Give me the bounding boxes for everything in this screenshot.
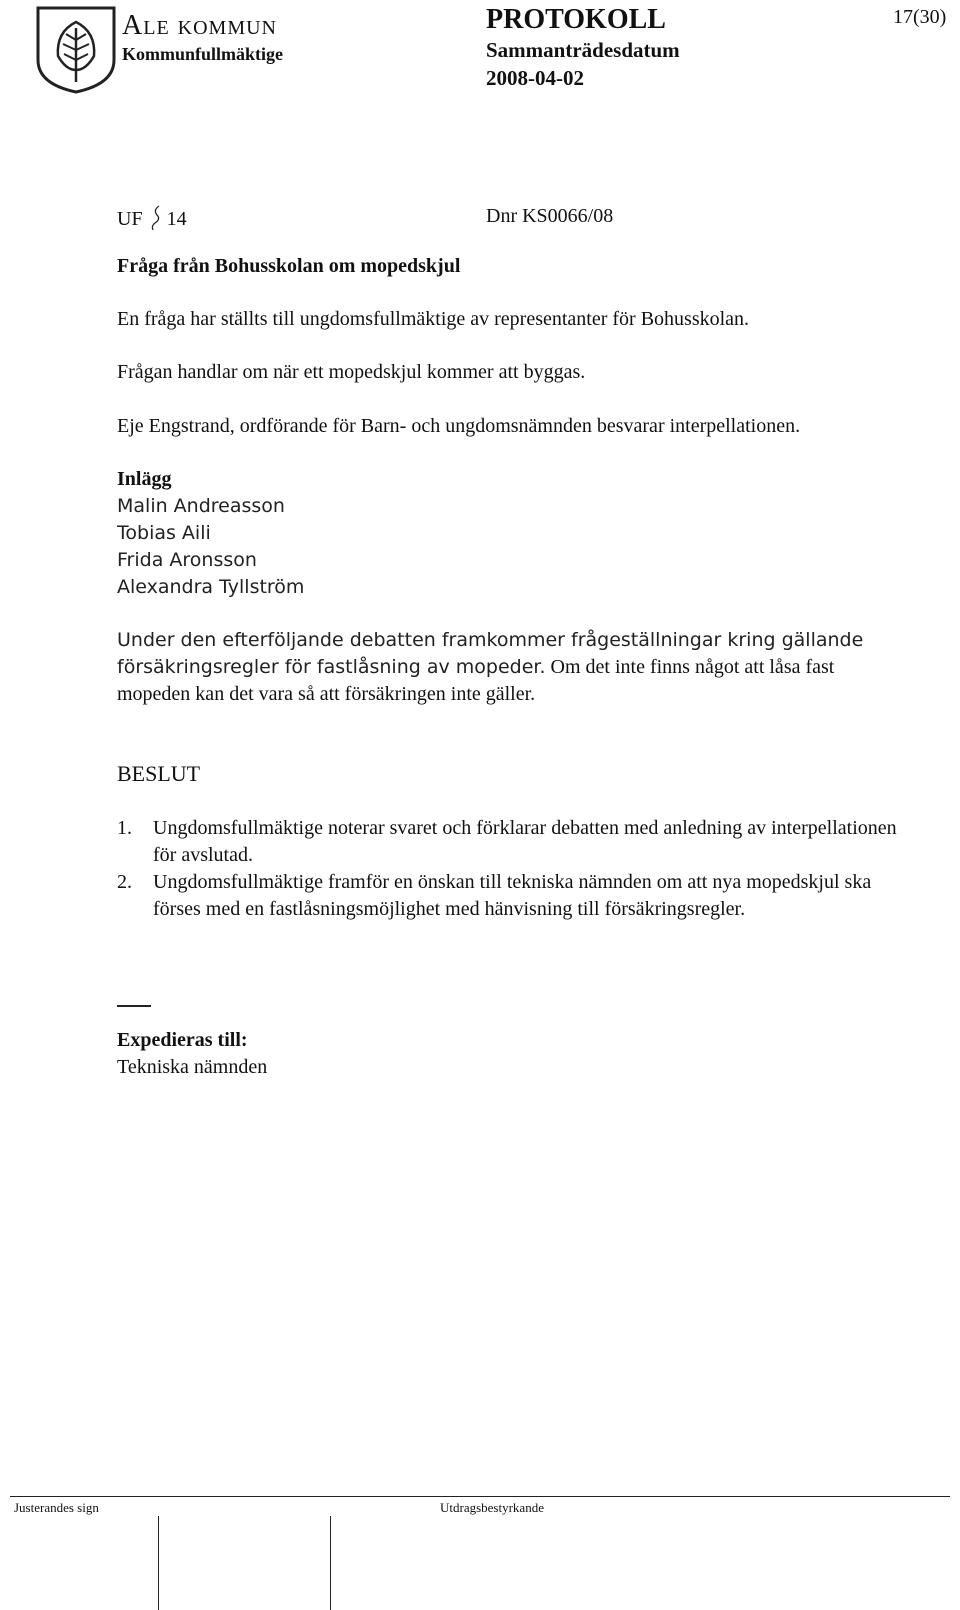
inlagg-heading: Inlägg (117, 468, 172, 490)
footer-rule (10, 1496, 950, 1497)
decision-number: 2. (117, 871, 132, 893)
signature-box-divider (158, 1516, 159, 1610)
org-name: Ale kommun (122, 10, 277, 41)
paragraph: Eje Engstrand, ordförande för Barn- och ungdomsnämnden besvarar interpellationen. (117, 415, 801, 437)
debate-text-part2: Om det inte finns något att låsa fast mopeden kan det vara så att försäkringen inte gäller. (117, 656, 835, 705)
speaker-name: Frida Aronsson (117, 549, 257, 571)
decision-text: Ungdomsfullmäktige framför en önskan till tekniska nämnden om att nya mopedskjul ska förses med en fastlåsningsmöjlighet med hänvisning till försäkringsregler. (153, 871, 872, 920)
speaker-name: Malin Andreasson (117, 495, 285, 517)
beslut-heading: BESLUT (117, 761, 201, 786)
ale-kommun-logo-icon (34, 6, 118, 94)
decision-item (117, 815, 897, 869)
debate-paragraph (117, 627, 887, 708)
decision-number: 1. (117, 817, 132, 839)
speaker-name: Alexandra Tyllström (117, 576, 305, 598)
case-number (117, 205, 187, 231)
meeting-date: 2008-04-02 (486, 66, 584, 90)
utdragsbestyrkande-label: Utdragsbestyrkande (440, 1500, 544, 1515)
paragraph: En fråga har ställts till ungdomsfullmäktige av representanter för Bohusskolan. (117, 308, 750, 330)
speaker-name: Tobias Aili (117, 522, 211, 544)
case-paragraph-number: 14 (166, 208, 187, 230)
decision-list (117, 815, 897, 923)
section-sign-icon (149, 205, 163, 231)
decision-text: Ungdomsfullmäktige noterar svaret och förklarar debatten med anledning av interpellationen för avslutad. (153, 817, 897, 866)
decision-item (117, 869, 897, 923)
diary-number: Dnr KS0066/08 (486, 205, 614, 227)
page-number: 17(30) (893, 6, 947, 28)
org-subtitle: Kommunfullmäktige (122, 44, 284, 64)
document-type: PROTOKOLL (486, 4, 666, 35)
item-title: Fråga från Bohusskolan om mopedskjul (117, 255, 461, 277)
meeting-date-label: Sammanträdesdatum (486, 38, 680, 62)
justerandes-sign-label: Justerandes sign (14, 1500, 99, 1515)
signature-box-divider (330, 1516, 331, 1610)
expedieras-heading: Expedieras till: (117, 1029, 248, 1051)
debate-text-part1: Under den efterföljande debatten framkommer frågeställningar kring gällande försäkringsregler för fastlåsning av mopeder. (117, 629, 864, 678)
expedieras-recipient: Tekniska nämnden (117, 1056, 268, 1078)
case-prefix: UF (117, 208, 143, 230)
paragraph: Frågan handlar om när ett mopedskjul kommer att byggas. (117, 361, 586, 383)
separator-rule (117, 1005, 151, 1007)
